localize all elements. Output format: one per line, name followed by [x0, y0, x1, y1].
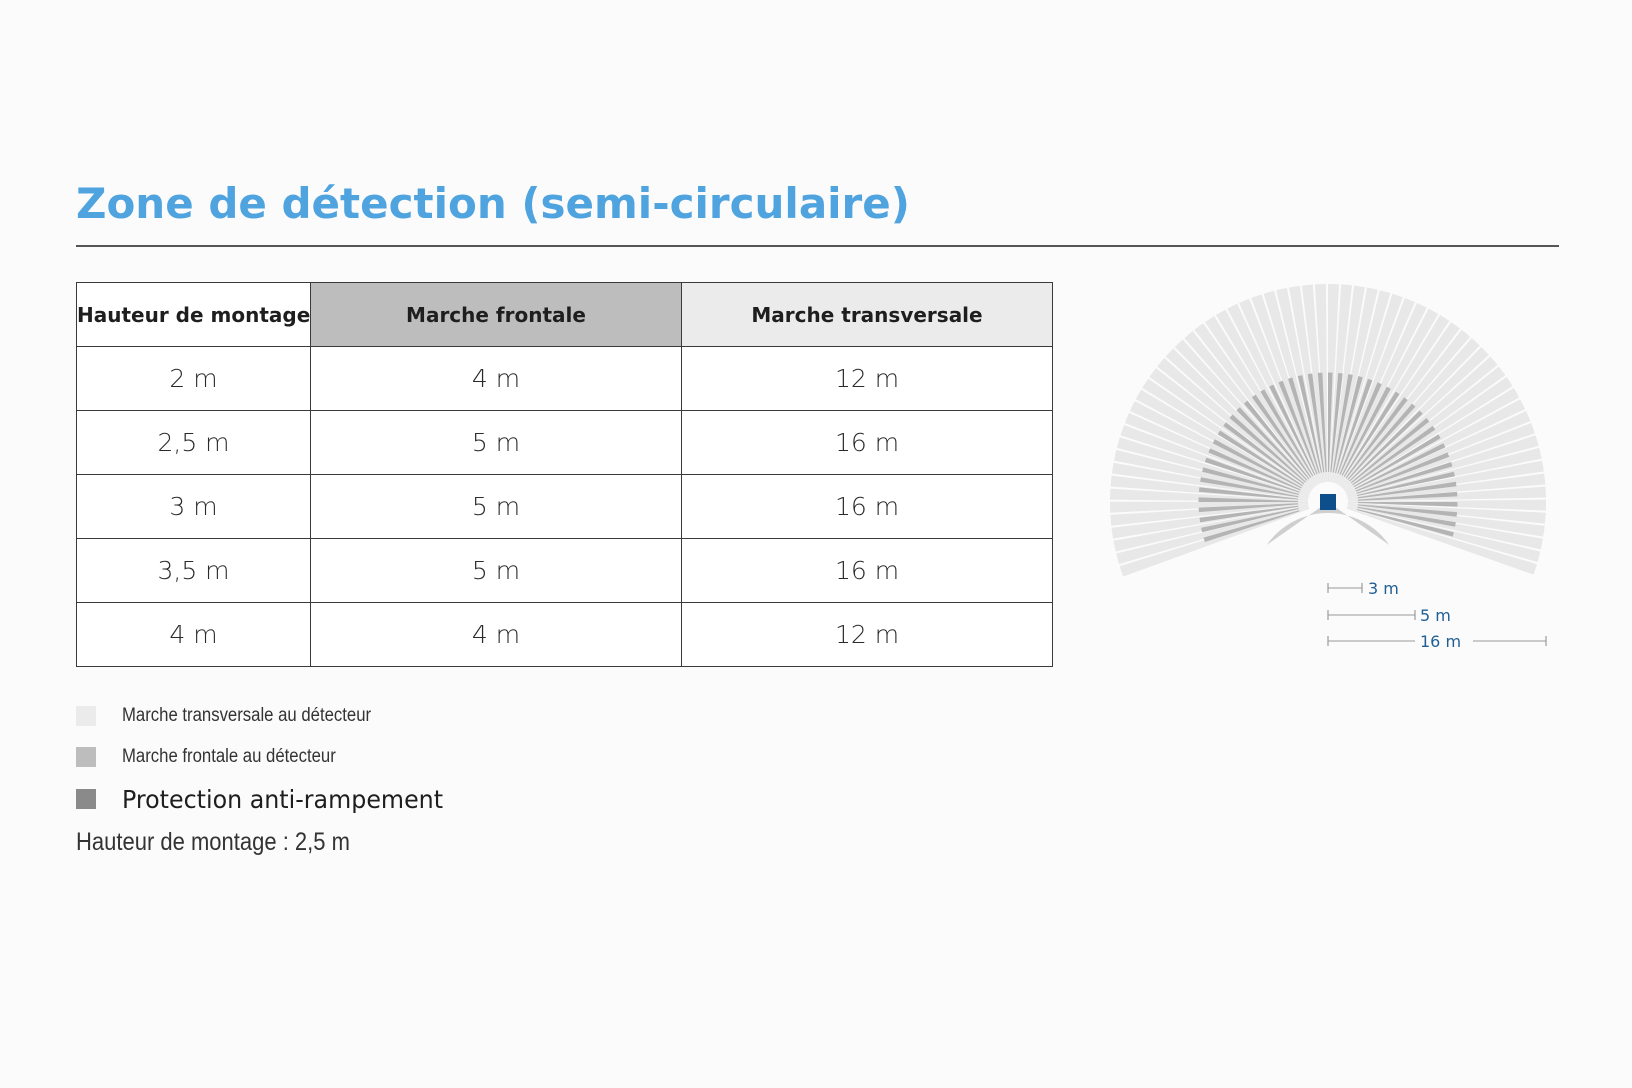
header-mounting-height: Hauteur de montage — [77, 283, 311, 347]
header-cross-walk: Marche transversale — [682, 283, 1053, 347]
table-row — [77, 603, 1053, 667]
legend-swatch — [76, 789, 96, 809]
title-divider — [76, 245, 1559, 247]
dimension-lines — [1328, 579, 1546, 651]
detection-range-table — [76, 282, 1053, 667]
cell-frontal-walk: 5 m — [311, 475, 682, 539]
legend-label: Protection anti-rampement — [122, 784, 444, 814]
cell-frontal-walk: 5 m — [311, 411, 682, 475]
legend-item-frontal-walk — [76, 743, 365, 771]
legend-label: Marche frontale au détecteur — [122, 746, 336, 767]
table-row — [77, 475, 1053, 539]
mounting-height-note: Hauteur de montage : 2,5 m — [76, 828, 350, 856]
cell-mounting-height: 3 m — [77, 475, 311, 539]
legend-label: Marche transversale au détecteur — [122, 705, 372, 726]
dimension-label: 16 m — [1420, 632, 1462, 651]
table-row — [77, 347, 1053, 411]
dimension-label: 5 m — [1420, 606, 1451, 625]
cell-frontal-walk: 4 m — [311, 603, 682, 667]
cell-mounting-height: 2 m — [77, 347, 311, 411]
legend-item-cross-walk — [76, 702, 405, 730]
cell-cross-walk: 12 m — [682, 347, 1053, 411]
table-header-row — [77, 283, 1053, 347]
cell-cross-walk: 16 m — [682, 411, 1053, 475]
cell-cross-walk: 16 m — [682, 475, 1053, 539]
cell-cross-walk: 16 m — [682, 539, 1053, 603]
legend-item-anti-crawl — [76, 785, 460, 813]
cell-frontal-walk: 5 m — [311, 539, 682, 603]
cell-frontal-walk: 4 m — [311, 347, 682, 411]
cell-mounting-height: 4 m — [77, 603, 311, 667]
legend-swatch — [76, 747, 96, 767]
cell-mounting-height: 3,5 m — [77, 539, 311, 603]
cell-mounting-height: 2,5 m — [77, 411, 311, 475]
table-row — [77, 411, 1053, 475]
table-row — [77, 539, 1053, 603]
cell-cross-walk: 12 m — [682, 603, 1053, 667]
sensor-icon — [1320, 494, 1336, 510]
legend-swatch — [76, 706, 96, 726]
detection-zone-diagram — [1090, 270, 1610, 690]
header-frontal-walk: Marche frontale — [311, 283, 682, 347]
dimension-label: 3 m — [1368, 579, 1399, 598]
page-title: Zone de détection (semi-circulaire) — [76, 179, 910, 228]
